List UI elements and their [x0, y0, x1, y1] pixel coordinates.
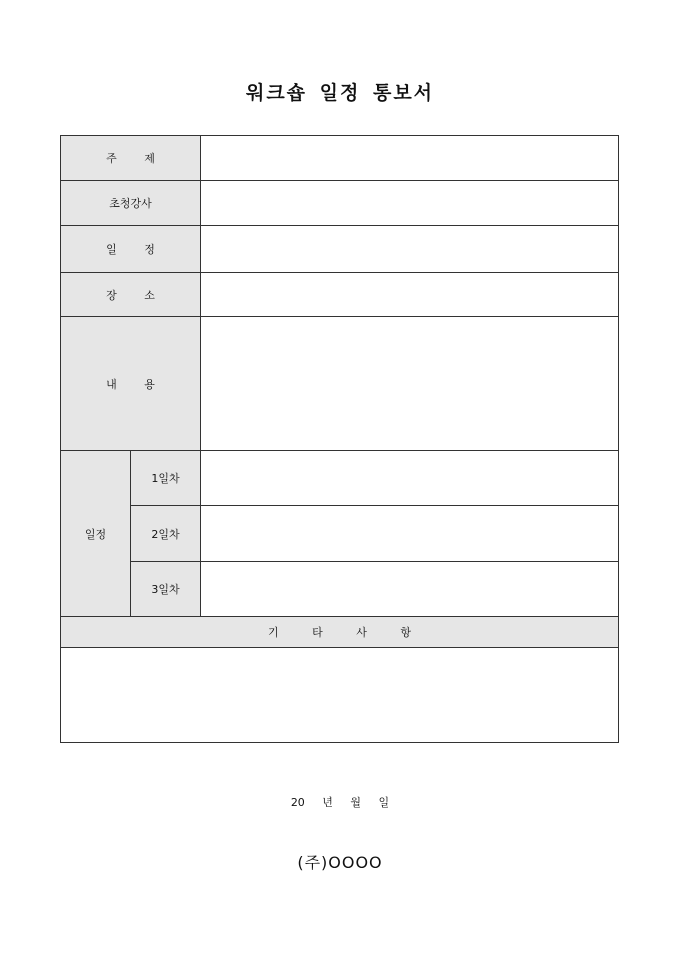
row-remarks-header — [61, 617, 619, 648]
schedule-label: 일 정 — [61, 226, 201, 273]
place-field[interactable] — [201, 273, 619, 317]
place-label: 장 소 — [61, 273, 201, 317]
row-day-3 — [61, 562, 619, 617]
day-1-field[interactable] — [201, 451, 619, 506]
subject-label: 주 제 — [61, 136, 201, 181]
subject-field[interactable] — [201, 136, 619, 181]
row-subject — [61, 136, 619, 181]
content-label: 내 용 — [61, 317, 201, 451]
row-speaker — [61, 181, 619, 226]
row-remarks — [61, 648, 619, 743]
day-3-label: 3일차 — [131, 562, 201, 617]
workshop-form-table — [60, 135, 619, 743]
content-field[interactable] — [201, 317, 619, 451]
row-content — [61, 317, 619, 451]
company-name: (주)OOOO — [297, 853, 383, 872]
day-2-field[interactable] — [201, 506, 619, 562]
schedule-group-label: 일정 — [61, 451, 131, 617]
document-title: 워크숍 일정 통보서 — [245, 82, 435, 104]
date-line: 20 년 월 일 — [290, 796, 390, 809]
schedule-field[interactable] — [201, 226, 619, 273]
remarks-label: 기 타 사 항 — [61, 617, 619, 648]
row-schedule — [61, 226, 619, 273]
row-day-1 — [61, 451, 619, 506]
speaker-field[interactable] — [201, 181, 619, 226]
day-3-field[interactable] — [201, 562, 619, 617]
remarks-field[interactable] — [61, 648, 619, 743]
row-place — [61, 273, 619, 317]
day-2-label: 2일차 — [131, 506, 201, 562]
speaker-label: 초청강사 — [61, 181, 201, 226]
row-day-2 — [61, 506, 619, 562]
day-1-label: 1일차 — [131, 451, 201, 506]
